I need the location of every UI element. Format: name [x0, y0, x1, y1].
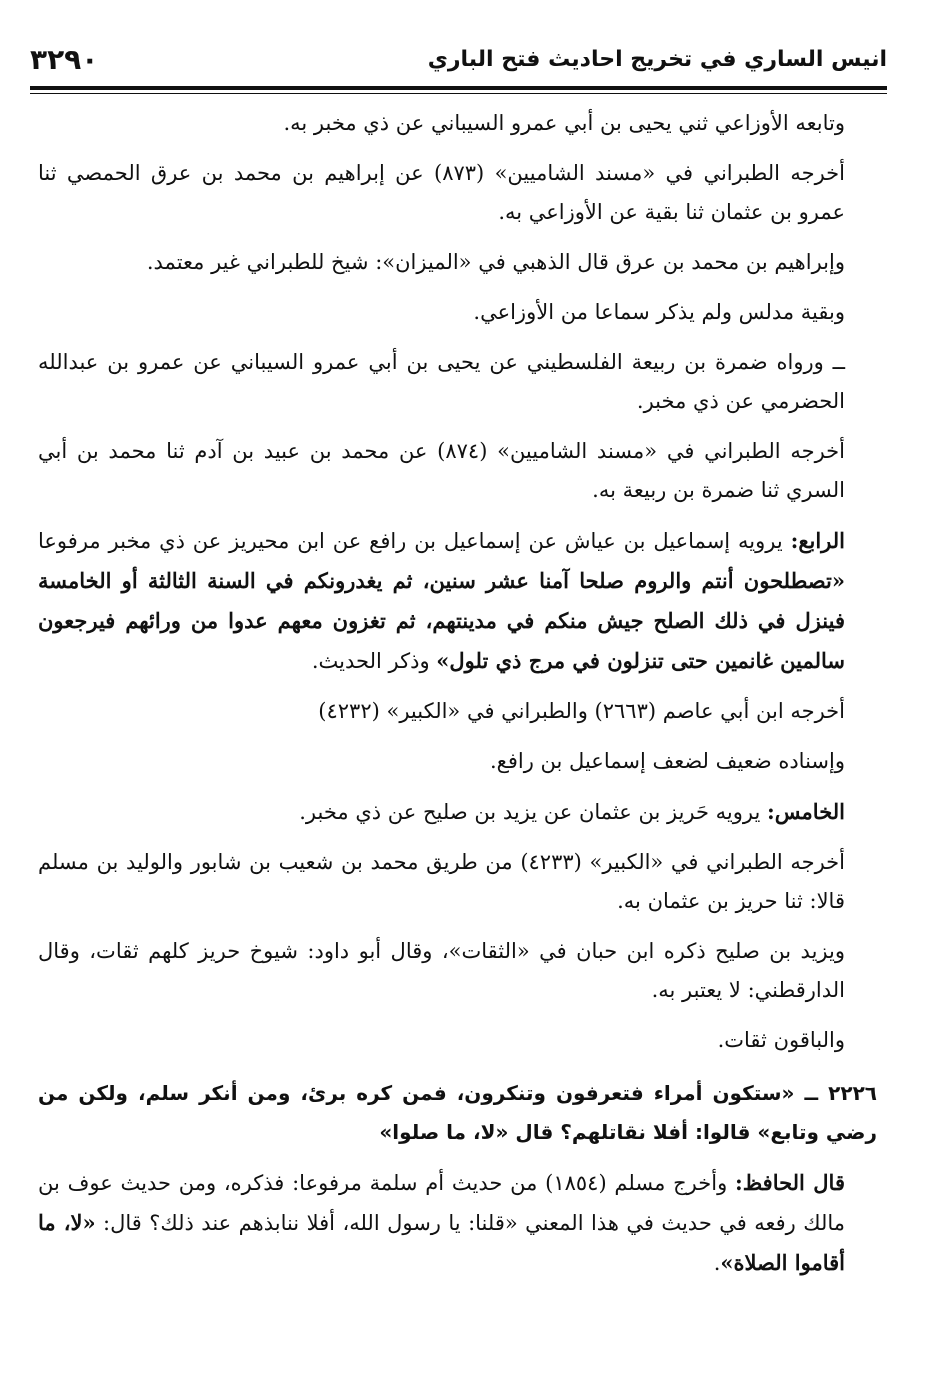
book-title: انيس الساري في تخريج احاديث فتح الباري	[427, 46, 887, 72]
paragraph: ــ ورواه ضمرة بن ربيعة الفلسطيني عن يحيى بن أبي عمرو السيباني عن عمرو بن عبدالله الحضرمي عن ذي مخبر.	[38, 350, 845, 413]
paragraph: أخرجه الطبراني في «مسند الشاميين» (٨٧٣) عن إبراهيم بن محمد بن عرق الحمصي ثنا عمرو بن عثمان ثنا بقية عن الأوزاعي به.	[38, 161, 845, 224]
paragraph-text: يرويه إسماعيل بن عياش عن إسماعيل بن رافع عن ابن محيريز عن ذي مخبر مرفوعا	[38, 529, 791, 553]
paragraph: أخرجه الطبراني في «الكبير» (٤٢٣٣) من طريق محمد بن شعيب بن شابور والوليد بن مسلم قالا: ثنا حريز بن عثمان به.	[38, 850, 845, 913]
paragraph-text: وذكر الحديث.	[311, 649, 437, 673]
page-body	[38, 104, 877, 1294]
paragraph: وإسناده ضعيف لضعف إسماعيل بن رافع.	[490, 749, 845, 773]
paragraph-fourth	[38, 521, 877, 681]
paragraph-fifth	[38, 792, 877, 832]
header-rule	[30, 86, 887, 90]
paragraph: وإبراهيم بن محمد بن عرق قال الذهبي في «الميزان»: شيخ للطبراني غير معتمد.	[146, 250, 845, 274]
paragraph: وتابعه الأوزاعي ثني يحيى بن أبي عمرو السيباني عن ذي مخبر به.	[283, 111, 845, 135]
paragraph: ويزيد بن صليح ذكره ابن حبان في «الثقات»، وقال أبو داود: شيوخ حريز كلهم ثقات، وقال الدارقطني: لا يعتبر به.	[38, 939, 845, 1002]
paragraph-text: .	[713, 1251, 721, 1275]
header-rule-thin	[30, 93, 887, 94]
paragraph-hafiz	[38, 1163, 877, 1283]
page-number: ٣٢٩٠	[30, 42, 99, 76]
section-label: قال الحافظ:	[734, 1170, 845, 1195]
paragraph-text: يرويه حَريز بن عثمان عن يزيد بن صليح عن ذي مخبر.	[299, 800, 768, 824]
hadith-quote: «لا، ما أقاموا الصلاة»	[38, 1210, 845, 1275]
paragraph: وبقية مدلس ولم يذكر سماعا من الأوزاعي.	[473, 300, 845, 324]
paragraph: أخرجه ابن أبي عاصم (٢٦٦٣) والطبراني في «الكبير» (٤٢٣٢)	[318, 699, 845, 723]
hadith-heading: ٢٢٢٦ ــ «ستكون أمراء فتعرفون وتنكرون، فمن كره برئ، ومن أنكر سلم، ولكن من رضي وتابع» قالوا: أفلا نقاتلهم؟ قال «لا، ما صلوا»	[38, 1081, 877, 1144]
page-header	[30, 36, 887, 82]
paragraph: أخرجه الطبراني في «مسند الشاميين» (٨٧٤) عن محمد بن عبيد بن آدم ثنا محمد بن أبي السري ثنا ضمرة بن ربيعة به.	[38, 439, 845, 502]
paragraph: والباقون ثقات.	[717, 1028, 845, 1052]
section-label: الخامس:	[767, 799, 845, 824]
section-label: الرابع:	[790, 528, 845, 553]
paragraph-text: وأخرج مسلم (١٨٥٤) من حديث أم سلمة مرفوعا: فذكره، ومن حديث عوف بن مالك رفعه في حديث في هذا المعني «قلنا: يا رسول الله، أفلا ننابذهم عند ذلك؟ قال:	[38, 1171, 845, 1235]
hadith-quote: «تصطلحون أنتم والروم صلحا آمنا عشر سنين، ثم يغدرونكم في السنة الثالثة أو الخامسة فينزل في ذلك الصلح جيش منكم في مدينتهم، ثم تغزون معهم عدوا من ورائهم فيرجعون سالمين غانمين حتى تنزلون في مرج ذي تلول»	[38, 568, 845, 673]
